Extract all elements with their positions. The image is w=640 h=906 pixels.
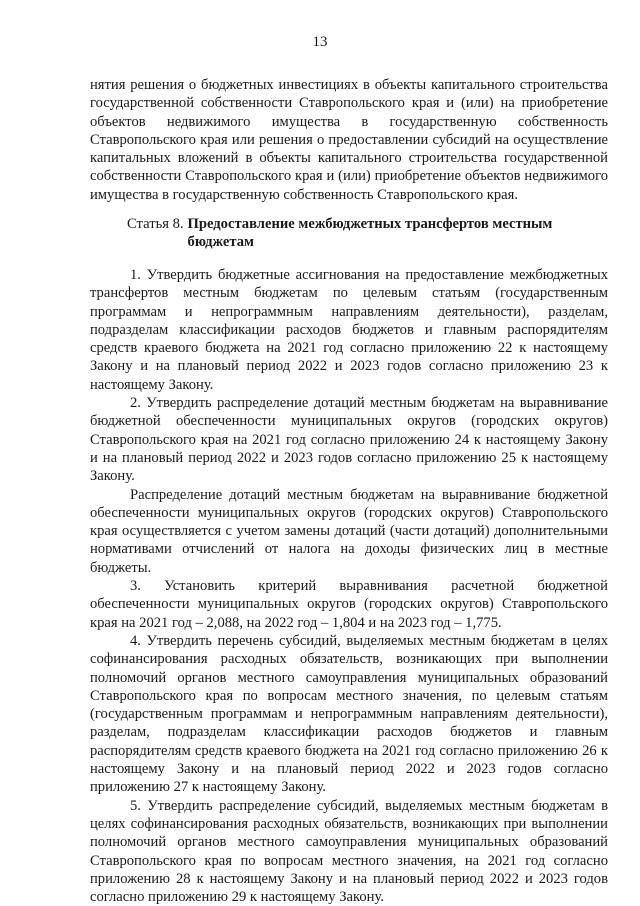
paragraph-2: 2. Утвердить распределение дотаций местным бюджетам на выравнивание бюджетной обеспеченности муниципальных округов (городских округов) Ставропольского края на 2021 год согласно приложению 24 к настоящему Закону и на плановый период 2022 и 2023 годов согласно приложению 25 к настоящему Закону. <box>90 395 608 485</box>
article-title: Предоставление межбюджетных трансфертов местным бюджетам <box>187 216 553 251</box>
article-label: Статья 8. <box>127 216 184 232</box>
paragraph-5: 5. Утвердить распределение субсидий, выделяемых местным бюджетам в целях софинансирования расходных обязательств, возникающих при выполнении полномочий органов местного самоуправления муниципальных образований Ставропольского края по вопросам местного значения, на 2021 год согласно приложению 28 к настоящему Закону и на плановый период 2022 и 2023 годов согласно приложению 29 к настоящему Закону. <box>90 797 608 906</box>
paragraph-2-continued: Распределение дотаций местным бюджетам на выравнивание бюджетной обеспеченности муниципальных округов (городских округов) Ставропольского края осуществляется с учетом замены дотаций (части дотаций) дополнительными нормативами отчислений от налога на доходы физических лиц в местные бюджеты. <box>90 486 608 576</box>
article-body <box>90 266 608 906</box>
paragraph-4: 4. Утвердить перечень субсидий, выделяемых местным бюджетам в целях софинансирования расходных обязательств, возникающих при выполнении полномочий органов местного самоуправления муниципальных образований Ставропольского края по вопросам местного значения, по целевым статьям (государственным программам и непрограммным направлениям деятельности), разделам, подразделам классификации расходов бюджетов и главным распорядителям средств краевого бюджета на 2021 год согласно приложению 26 к настоящему Закону и на плановый период 2022 и 2023 годов согласно приложению 27 к настоящему Закону. <box>90 632 608 796</box>
paragraph-3: 3. Установить критерий выравнивания расчетной бюджетной обеспеченности муниципальных округов (городских округов) Ставропольского края на 2021 год – 2,088, на 2022 год – 1,804 и на 2023 год – 1,775. <box>90 578 608 631</box>
article-heading <box>127 215 607 252</box>
opening-paragraph: нятия решения о бюджетных инвестициях в объекты капитального строительства государственной собственности Ставропольского края и (или) на приобретение объектов недвижимого имущества в государственную собственность Ставропольского края или решения о предоставлении субсидий на осуществление капитальных вложений в объекты капитального строительства государственной собственности Ставропольского края и (или) приобретение объектов недвижимого имущества в государственную собственность Ставропольского края. <box>90 77 608 203</box>
opening-paragraph-block <box>90 76 608 204</box>
paragraph-1: 1. Утвердить бюджетные ассигнования на предоставление межбюджетных трансфертов местным бюджетам по целевым статьям (государственным программам и непрограммным направлениям деятельности), разделам, подразделам классификации расходов бюджетов и главным распорядителям средств краевого бюджета на 2021 год согласно приложению 22 к настоящему Закону и на плановый период 2022 и 2023 годов согласно приложению 23 к настоящему Закону. <box>90 267 608 393</box>
page-number: 13 <box>312 34 328 50</box>
